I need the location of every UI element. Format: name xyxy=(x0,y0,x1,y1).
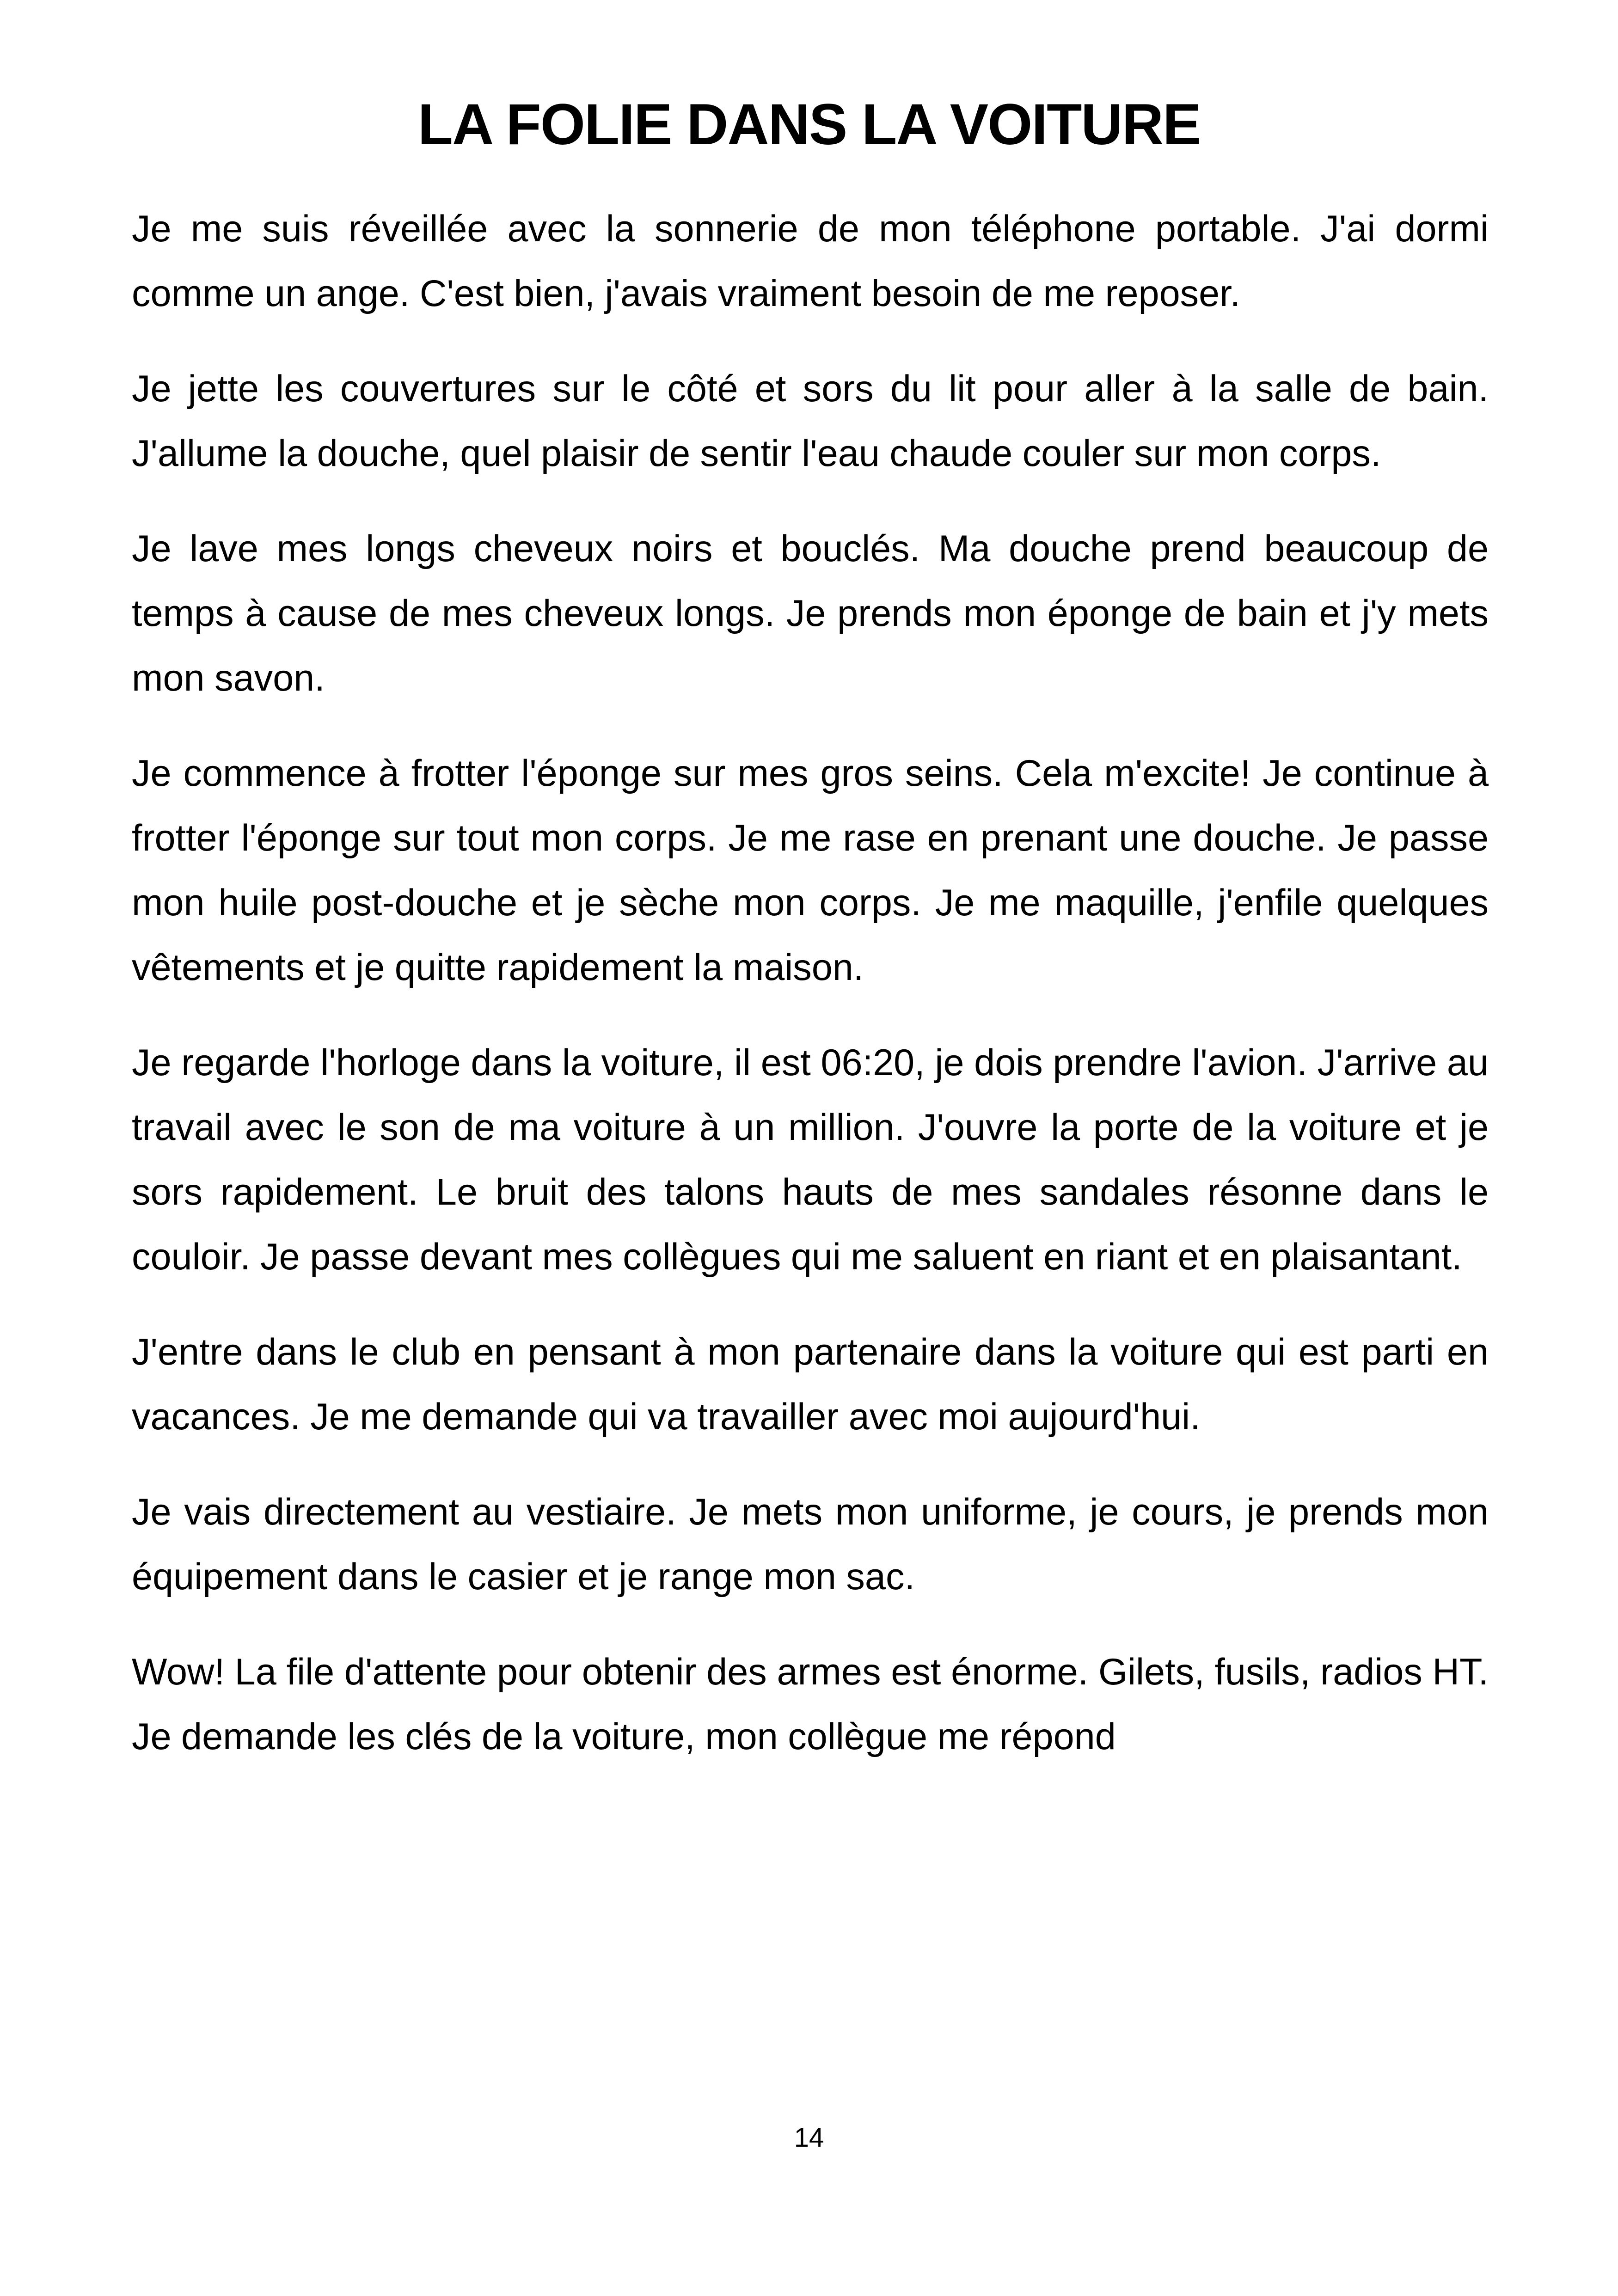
paragraph-7: Je vais directement au vestiaire. Je mets mon uniforme, je cours, je prends mon équipement dans le casier et je range mon sac. xyxy=(132,1491,1489,1598)
paragraph-5: Je regarde l'horloge dans la voiture, il est 06:20, je dois prendre l'avion. J'arrive au travail avec le son de ma voiture à un million. J'ouvre la porte de la voiture et je sors rapidement. Le bruit des talons hauts de mes sandales résonne dans le couloir. Je passe devant mes collègues qui me saluent en riant et en plaisantant. xyxy=(132,1042,1489,1278)
paragraph-4: Je commence à frotter l'éponge sur mes gros seins. Cela m'excite! Je continue à frotter l'éponge sur tout mon corps. Je me rase en prenant une douche. Je passe mon huile post-douche et je sèche mon corps. Je me maquille, j'enfile quelques vêtements et je quitte rapidement la maison. xyxy=(132,753,1489,988)
paragraph-6: J'entre dans le club en pensant à mon partenaire dans la voiture qui est parti en vacances. Je me demande qui va travailler avec moi aujourd'hui. xyxy=(132,1331,1489,1438)
paragraph-1: Je me suis réveillée avec la sonnerie de mon téléphone portable. J'ai dormi comme un ange. C'est bien, j'avais vraiment besoin de me reposer. xyxy=(132,208,1489,314)
paragraph-2: Je jette les couvertures sur le côté et sors du lit pour aller à la salle de bain. J'allume la douche, quel plaisir de sentir l'eau chaude couler sur mon corps. xyxy=(132,368,1489,474)
body-text xyxy=(132,196,1489,1800)
page-title: LA FOLIE DANS LA VOITURE xyxy=(417,92,1201,157)
page-number: 14 xyxy=(794,2123,824,2153)
paragraph-3: Je lave mes longs cheveux noirs et bouclés. Ma douche prend beaucoup de temps à cause de mes cheveux longs. Je prends mon éponge de bain et j'y mets mon savon. xyxy=(132,528,1489,699)
paragraph-8: Wow! La file d'attente pour obtenir des armes est énorme. Gilets, fusils, radios HT. Je demande les clés de la voiture, mon collègue me répond xyxy=(132,1651,1489,1757)
